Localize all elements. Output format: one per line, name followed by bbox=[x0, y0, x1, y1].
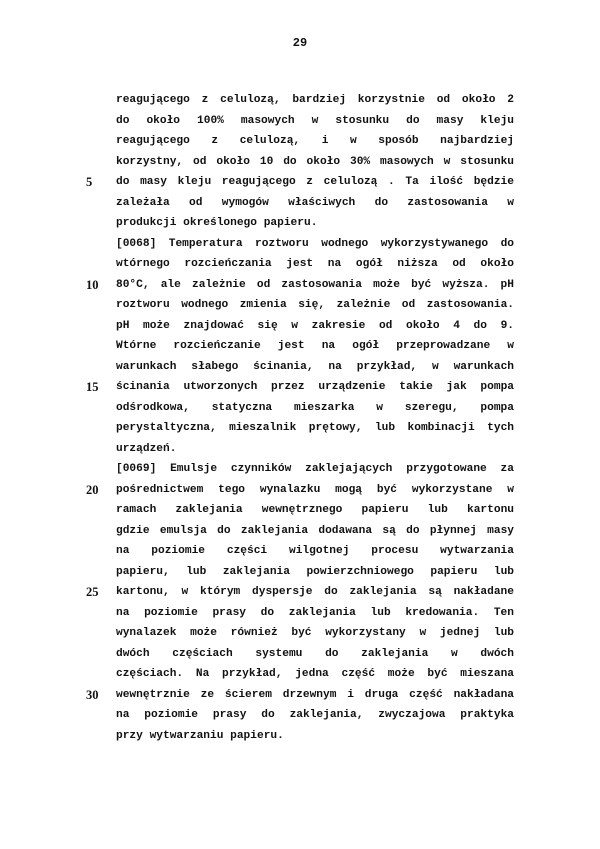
line-number: 20 bbox=[86, 482, 99, 497]
text-line bbox=[0, 605, 600, 626]
line-text: perystaltyczna, mieszalnik prętowy, lub kombinacji tych bbox=[116, 422, 514, 434]
line-text: reagującego z celulozą, bardziej korzystnie od około 2 bbox=[116, 94, 514, 106]
text-line bbox=[0, 646, 600, 667]
text-line bbox=[0, 174, 600, 195]
text-line bbox=[0, 625, 600, 646]
text-line bbox=[0, 338, 600, 359]
text-line bbox=[0, 728, 600, 749]
line-text: do masy kleju reagującego z celulozą . Ta ilość będzie bbox=[116, 176, 514, 188]
text-line bbox=[0, 441, 600, 462]
text-line bbox=[0, 502, 600, 523]
text-line bbox=[0, 379, 600, 400]
line-number: 10 bbox=[86, 277, 99, 292]
line-number: 15 bbox=[86, 380, 99, 394]
text-line bbox=[0, 297, 600, 318]
line-text: [0068] Temperatura roztworu wodnego wykorzystywanego do bbox=[116, 237, 514, 250]
text-line bbox=[0, 236, 600, 257]
line-text: 80°C, ale zależnie od zastosowania może być wyższa. pH bbox=[116, 278, 514, 291]
line-text: częściach. Na przykład, jedna część może być mieszana bbox=[116, 668, 514, 680]
text-line bbox=[0, 666, 600, 687]
text-line bbox=[0, 92, 600, 113]
text-line bbox=[0, 215, 600, 236]
text-line bbox=[0, 687, 600, 708]
line-text: kartonu, w którym dyspersje do zaklejania są nakładane bbox=[116, 586, 514, 598]
text-line bbox=[0, 420, 600, 441]
line-text: urządzeń. bbox=[116, 442, 177, 455]
text-line bbox=[0, 584, 600, 605]
line-text: produkcji określonego papieru. bbox=[116, 217, 318, 229]
line-text: wtórnego rozcieńczania jest na ogół niższa od około bbox=[116, 258, 514, 270]
line-text: odśrodkowa, statyczna mieszarka w szeregu, pompa bbox=[116, 401, 514, 414]
text-line bbox=[0, 133, 600, 154]
text-line bbox=[0, 318, 600, 339]
line-text: ścinania utworzonych przez urządzenie takie jak pompa bbox=[116, 381, 514, 393]
line-text: papieru, lub zaklejania powierzchniowego papieru lub bbox=[116, 565, 514, 578]
text-line bbox=[0, 564, 600, 585]
text-line bbox=[0, 359, 600, 380]
line-text: [0069] Emulsje czynników zaklejających przygotowane za bbox=[116, 463, 514, 475]
line-text: ramach zaklejania wewnętrznego papieru lub kartonu bbox=[116, 504, 514, 516]
body-text bbox=[0, 92, 600, 748]
text-line bbox=[0, 154, 600, 175]
text-line bbox=[0, 461, 600, 482]
line-number: 25 bbox=[86, 585, 99, 599]
line-text: roztworu wodnego zmienia się, zależnie od zastosowania. bbox=[116, 299, 514, 311]
line-text: na poziomie prasy do zaklejania lub kredowania. Ten bbox=[116, 606, 514, 619]
line-text: na poziomie prasy do zaklejania, zwyczajowa praktyka bbox=[116, 709, 514, 721]
text-line bbox=[0, 195, 600, 216]
text-line bbox=[0, 277, 600, 298]
text-line bbox=[0, 482, 600, 503]
line-text: do około 100% masowych w stosunku do masy kleju bbox=[116, 114, 514, 127]
line-text: warunkach słabego ścinania, na przykład, w warunkach bbox=[116, 360, 514, 373]
line-number: 5 bbox=[86, 175, 93, 189]
page-number: 29 bbox=[292, 36, 308, 50]
line-text: Wtórne rozcieńczanie jest na ogół przeprowadzane w bbox=[116, 340, 514, 352]
line-text: reagującego z celulozą, i w sposób najbardziej bbox=[116, 135, 514, 147]
line-text: wewnętrznie ze ścierem drzewnym i druga część nakładana bbox=[116, 688, 514, 701]
line-text: przy wytwarzaniu papieru. bbox=[116, 729, 284, 742]
text-line bbox=[0, 113, 600, 134]
text-line bbox=[0, 543, 600, 564]
line-number: 30 bbox=[86, 687, 99, 702]
line-text: pośrednictwem tego wynalazku mogą być wykorzystane w bbox=[116, 483, 514, 496]
line-text: gdzie emulsja do zaklejania dodawana są do płynnej masy bbox=[116, 524, 514, 537]
line-text: zależała od wymogów właściwych do zastosowania w bbox=[116, 196, 514, 209]
line-text: wynalazek może również być wykorzystany w jednej lub bbox=[116, 627, 514, 639]
text-line bbox=[0, 256, 600, 277]
line-text: korzystny, od około 10 do około 30% masowych w stosunku bbox=[116, 155, 514, 168]
text-line bbox=[0, 523, 600, 544]
line-text: na poziomie części wilgotnej procesu wytwarzania bbox=[116, 545, 514, 557]
text-line bbox=[0, 707, 600, 728]
line-text: dwóch częściach systemu do zaklejania w dwóch bbox=[116, 647, 514, 660]
line-text: pH może znajdować się w zakresie od około 4 do 9. bbox=[116, 319, 514, 332]
text-line bbox=[0, 400, 600, 421]
